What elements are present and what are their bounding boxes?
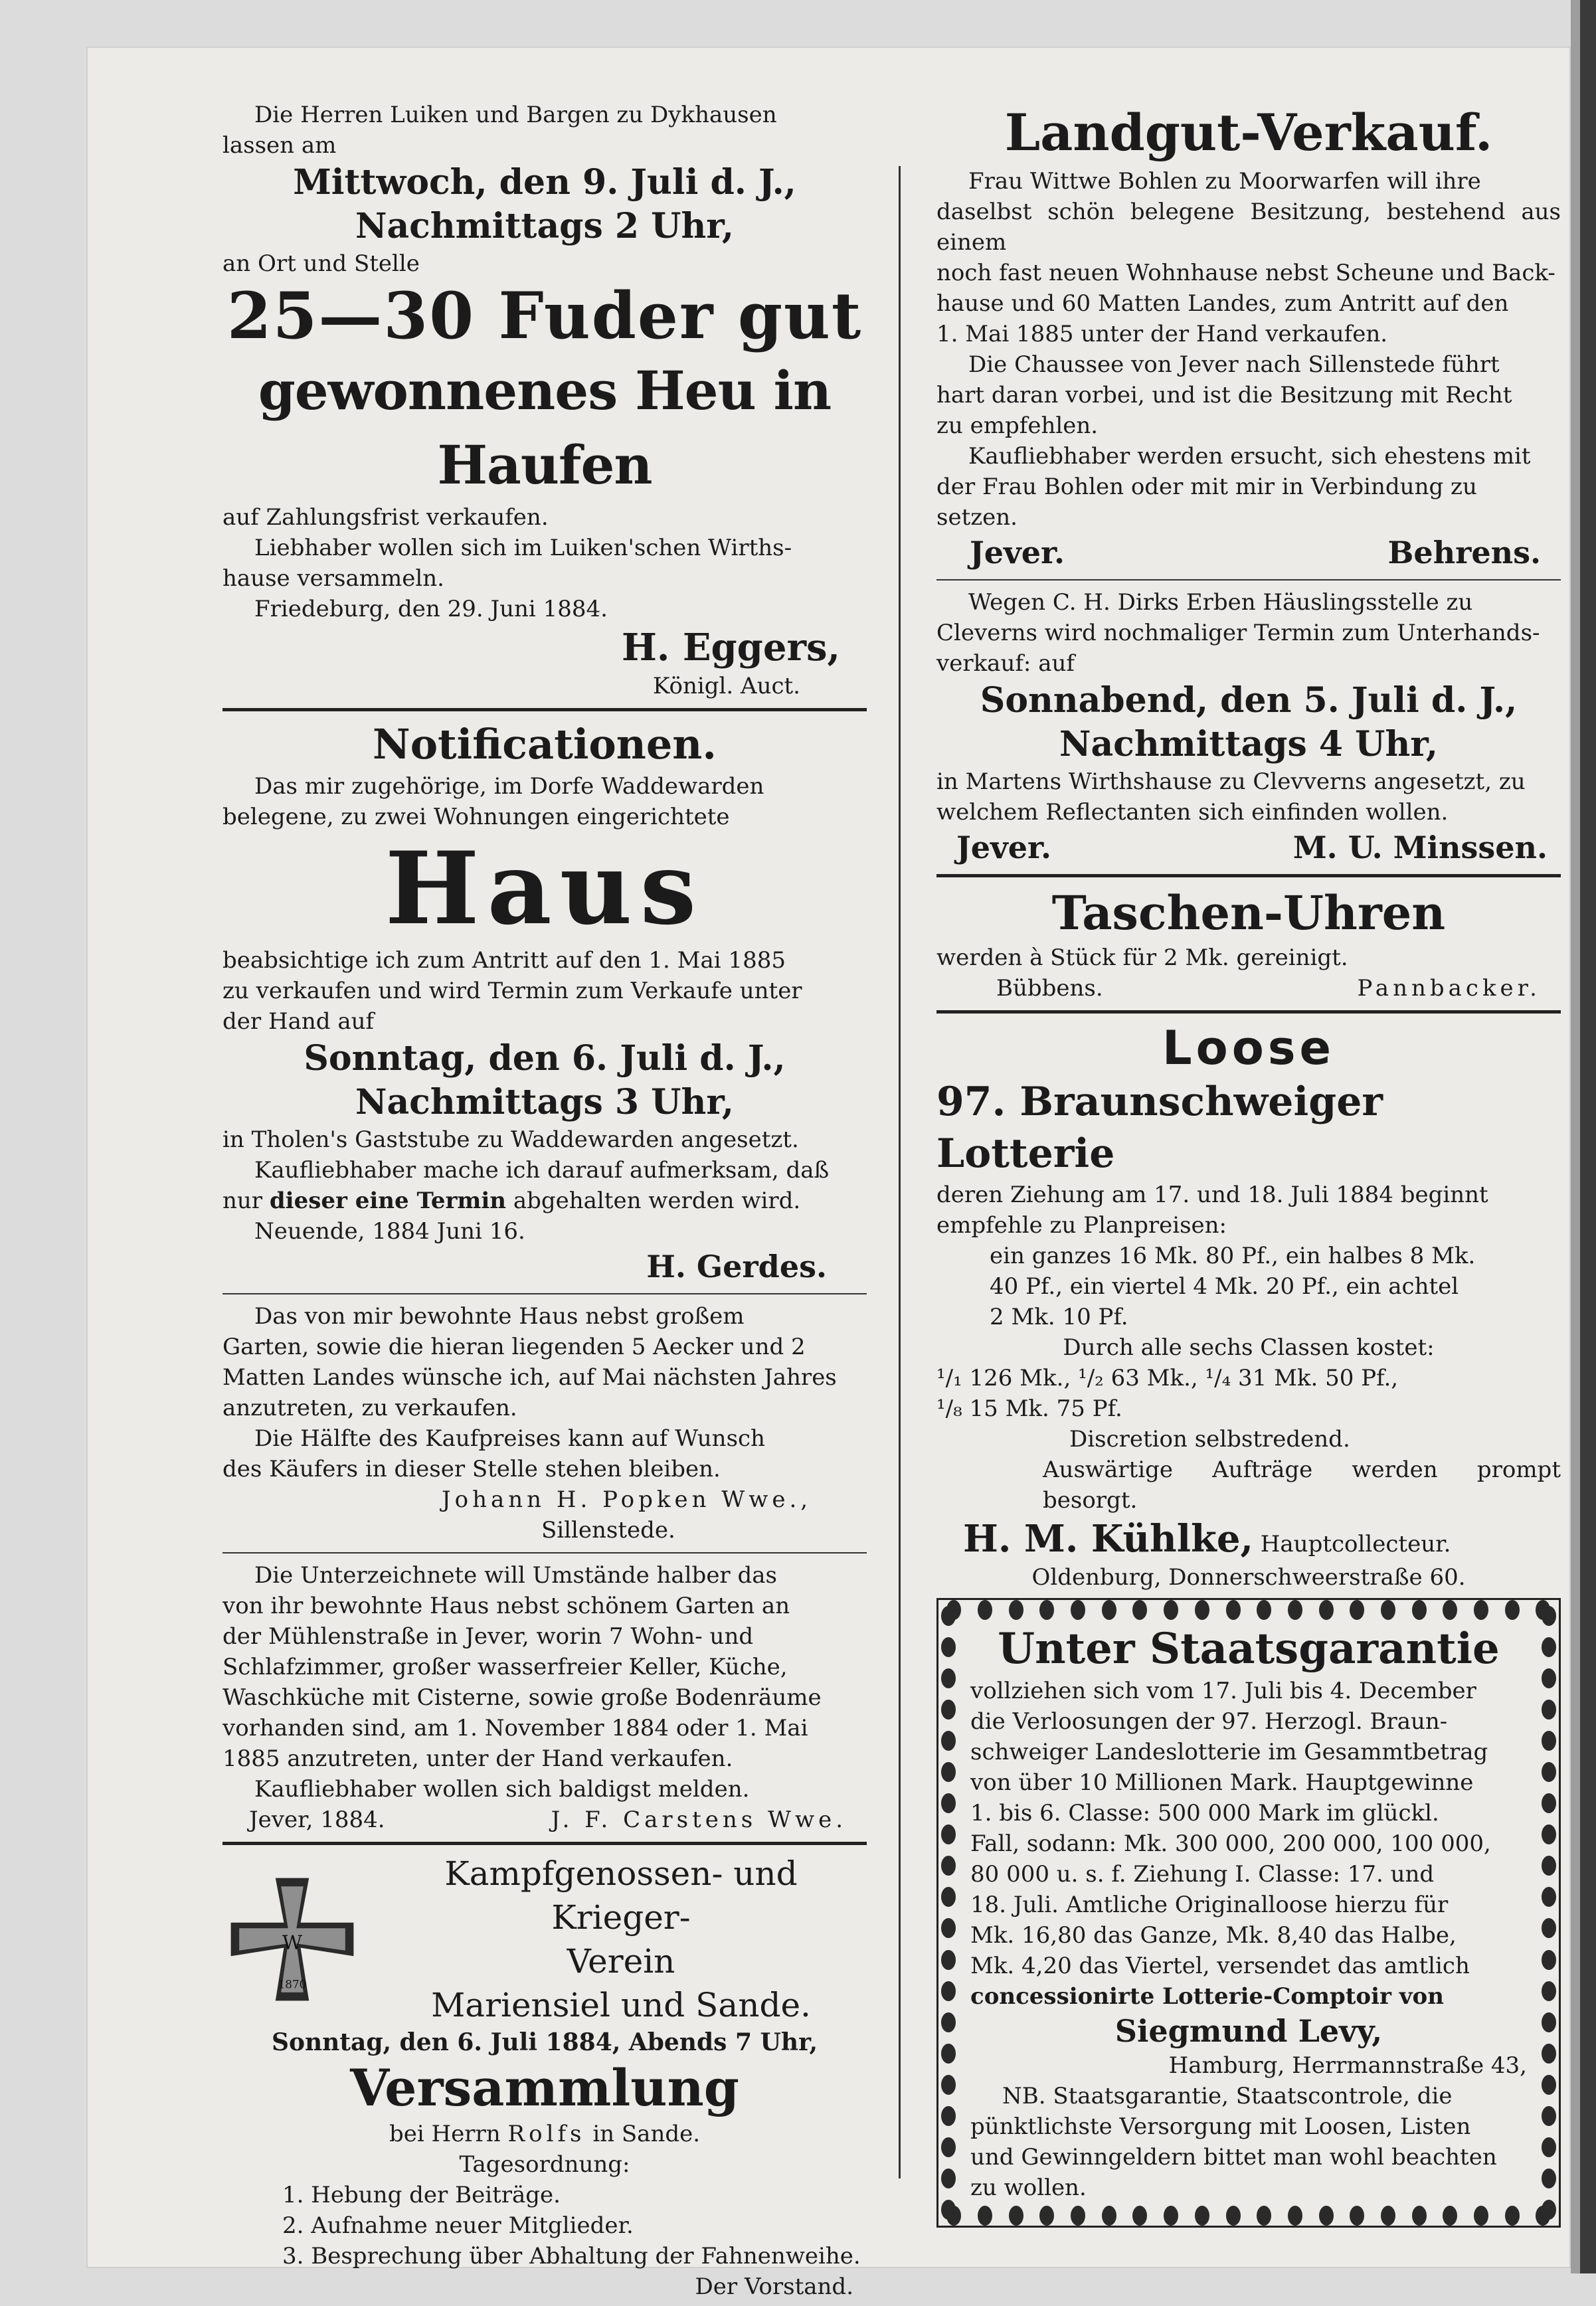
heading-line: Mariensiel und Sande. [431, 1986, 811, 2024]
address: Hamburg, Herrmannstraße 43, [1168, 2052, 1527, 2079]
text-line: werden à Stück für 2 Mk. gereinigt. [936, 944, 1348, 971]
ad-house-sillenstede [222, 1301, 867, 1546]
cross-year: 1870 [278, 1977, 307, 1991]
text-line: zu wollen. [970, 2174, 1087, 2201]
text-line: Die Unterzeichnete will Umstände halber das [254, 1562, 777, 1589]
emphasis-span: dieser eine Termin [269, 1188, 507, 1214]
signature: Siegmund Levy, [1114, 2013, 1383, 2049]
ad-veterans-association [222, 1852, 867, 2302]
text-line: Fall, sodann: Mk. 300 000, 200 000, 100 000, [970, 1830, 1491, 1857]
text-line: Cleverns wird nochmaliger Termin zum Unterhands- [936, 620, 1540, 646]
text-line: daselbst schön belegene Besitzung, bestehend aus einem [936, 199, 1561, 256]
text-line: setzen. [936, 504, 1018, 531]
text-line: hause und 60 Matten Landes, zum Antritt auf den [936, 290, 1509, 317]
signature: M. U. Minssen. [1292, 830, 1548, 865]
text-line [222, 1186, 867, 1216]
signature: Pannbacker. [1357, 975, 1541, 1002]
text-line: empfehle zu Planpreisen: [936, 1212, 1227, 1239]
text-line: Auswärtige Aufträge werden prompt besorgt. [1043, 1457, 1561, 1514]
text-line: Das mir zugehörige, im Dorfe Waddewarden [254, 773, 764, 800]
border-dots [938, 1600, 958, 2226]
ad-lottery-tickets [936, 1020, 1561, 1593]
heading-line: Kampfgenossen- und Krieger- [444, 1854, 798, 1937]
sub-heading: 97. Braunschweiger Lotterie [936, 1079, 1383, 1177]
section-rule [222, 1293, 867, 1294]
ad-house-waddewarden [222, 718, 867, 1286]
headline: 25—30 Fuder gut [226, 278, 863, 353]
signature-row [936, 828, 1561, 867]
place: Jever, 1884. [249, 1807, 385, 1833]
ad-hay-sale [222, 100, 867, 701]
signature: J. F. Carstens Wwe. [551, 1807, 847, 1833]
signature-place: Sillenstede. [541, 1517, 675, 1544]
place: Jever. [956, 830, 1052, 865]
ad-house-jever [222, 1560, 867, 1835]
text-line: der Hand auf [222, 1008, 375, 1035]
text-line: die Verloosungen der 97. Herzogl. Braun- [970, 1708, 1448, 1735]
text-line: Discretion selbstredend. [1069, 1426, 1350, 1453]
section-rule [936, 579, 1561, 580]
text-line: Matten Landes wünsche ich, auf Mai nächsten Jahres [222, 1364, 837, 1391]
time-line: Nachmittags 3 Uhr, [355, 1082, 735, 1122]
text-line: Die Chaussee von Jever nach Sillenstede führt [968, 351, 1500, 378]
section-heading: Loose [1162, 1021, 1335, 1075]
border-dots [938, 2206, 1559, 2226]
signature: H. Gerdes. [646, 1249, 827, 1285]
host-name: Rolfs [507, 2121, 586, 2147]
signature-row [222, 1805, 867, 1835]
section-rule [936, 874, 1561, 877]
text-line: 40 Pf., ein viertel 4 Mk. 20 Pf., ein achtel [990, 1273, 1459, 1300]
text-line: concessionirte Lotterie-Comptoir von [970, 1983, 1444, 2010]
text-line: Die Herren Luiken und Bargen zu Dykhausen [254, 102, 777, 128]
text-line: hause versammeln. [222, 565, 444, 592]
text-line [222, 2119, 867, 2149]
text-line: Wegen C. H. Dirks Erben Häuslingsstelle zu [968, 589, 1473, 616]
text-line: von ihr bewohnte Haus nebst schönem Garten an [222, 1593, 790, 1619]
text-line: des Käufers in dieser Stelle stehen bleiben. [222, 1456, 721, 1482]
text-line: welchem Reflectanten sich einfinden wollen. [936, 799, 1449, 826]
text-line: 1. bis 6. Classe: 500 000 Mark im glückl. [970, 1800, 1439, 1826]
signature-title: Königl. Auct. [653, 673, 800, 699]
text-line: zu verkaufen und wird Termin zum Verkaufe unter [222, 978, 802, 1004]
scan-edge [1580, 0, 1596, 2273]
section-rule [222, 1552, 867, 1553]
place: Bübbens. [996, 975, 1103, 1002]
ad-clevverns-sale [936, 587, 1561, 867]
text-span: abgehalten werden wird. [513, 1188, 801, 1214]
text-line: 18. Juli. Amtliche Originalloose hierzu für [970, 1892, 1449, 1918]
text-line: 1. Mai 1885 unter der Hand verkaufen. [936, 321, 1388, 347]
text-line: in Martens Wirthshause zu Clevverns angesetzt, zu [936, 768, 1526, 795]
signature: Der Vorstand. [695, 2273, 853, 2300]
text-line: lassen am [222, 132, 337, 159]
text-line: schweiger Landeslotterie im Gesammtbetrag [970, 1739, 1488, 1765]
text-line: der Mühlenstraße in Jever, worin 7 Wohn- und [222, 1623, 754, 1650]
place: Jever. [970, 535, 1065, 571]
text-line: Mk. 16,80 das Ganze, Mk. 8,40 das Halbe, [970, 1922, 1457, 1949]
section-rule [936, 1010, 1561, 1014]
date-line: Sonntag, den 6. Juli 1884, Abends 7 Uhr, [272, 2028, 818, 2056]
text-line: deren Ziehung am 17. und 18. Juli 1884 beginnt [936, 1182, 1488, 1208]
headline: Versammlung [350, 2058, 739, 2117]
text-line: Friedeburg, den 29. Juni 1884. [254, 596, 608, 622]
section-heading: Notificationen. [373, 720, 717, 768]
ad-estate-sale [936, 100, 1561, 573]
text-line: Durch alle sechs Classen kostet: [1063, 1334, 1435, 1361]
signature: Johann H. Popken Wwe., [442, 1486, 812, 1513]
section-heading: Unter Staatsgarantie [998, 1624, 1500, 1674]
text-line: ¹/₈ 15 Mk. 75 Pf. [936, 1395, 1122, 1422]
text-line: noch fast neuen Wohnhause nebst Scheune und Back- [936, 260, 1555, 286]
text-line: Kaufliebhaber wollen sich baldigst melden. [254, 1776, 750, 1803]
veterans-title [375, 1852, 867, 2027]
text-span: in Sande. [592, 2121, 701, 2147]
signature: Behrens. [1387, 535, 1541, 571]
time-line: Nachmittags 4 Uhr, [1059, 724, 1439, 764]
heading-line: Verein [567, 1942, 675, 1981]
border-dots [1539, 1600, 1559, 2226]
text-line: ein ganzes 16 Mk. 80 Pf., ein halbes 8 Mk. [990, 1243, 1476, 1269]
text-line: Liebhaber wollen sich im Luiken'schen Wirths- [254, 535, 792, 561]
text-line: vorhanden sind, am 1. November 1884 oder 1. Mai [222, 1715, 808, 1741]
text-line: beabsichtige ich zum Antritt auf den 1. Mai 1885 [222, 947, 786, 974]
text-line: und Gewinngeldern bittet man wohl beachten [970, 2144, 1497, 2171]
text-line: 80 000 u. s. f. Ziehung I. Classe: 17. und [970, 1861, 1435, 1888]
veterans-header [222, 1852, 867, 2027]
text-line: Waschküche mit Cisterne, sowie große Bodenräume [222, 1684, 822, 1711]
signature-title: Hauptcollecteur. [1260, 1531, 1451, 1557]
text-line: NB. Staatsgarantie, Staatscontrole, die [1002, 2083, 1453, 2109]
text-line: der Frau Bohlen oder mit mir in Verbindung zu [936, 474, 1477, 500]
section-rule [222, 708, 867, 711]
iron-cross-icon [222, 1870, 362, 2009]
signature-line [936, 1516, 1561, 1562]
text-line: auf Zahlungsfrist verkaufen. [222, 504, 549, 531]
text-line: Kaufliebhaber mache ich darauf aufmerksam, daß [254, 1157, 830, 1184]
signature: H. M. Kühlke, [963, 1517, 1253, 1561]
text-line: 1885 anzutreten, unter der Hand verkaufen. [222, 1745, 733, 1772]
text-line: in Tholen's Gaststube zu Waddewarden angesetzt. [222, 1126, 799, 1153]
text-line: belegene, zu zwei Wohnungen eingerichtete [222, 804, 730, 830]
date-line: Sonnabend, den 5. Juli d. J., [980, 680, 1518, 721]
agenda-item: 1. Hebung der Beiträge. [282, 2182, 561, 2208]
text-line: Die Hälfte des Kaufpreises kann auf Wunsch [254, 1425, 765, 1452]
text-line: Kaufliebhaber werden ersucht, sich ehestens mit [968, 443, 1531, 470]
section-heading: Landgut-Verkauf. [1004, 103, 1493, 162]
text-line: Schlafzimmer, großer wasserfreier Keller, Küche, [222, 1654, 788, 1680]
headline: Haus [385, 830, 705, 947]
agenda-item: 2. Aufnahme neuer Mitglieder. [282, 2212, 634, 2239]
ad-watch-cleaning [936, 884, 1561, 1004]
text-line: ¹/₁ 126 Mk., ¹/₂ 63 Mk., ¹/₄ 31 Mk. 50 Pf., [936, 1365, 1399, 1391]
text-line: von über 10 Millionen Mark. Hauptgewinne [970, 1769, 1474, 1796]
text-line: Frau Wittwe Bohlen zu Moorwarfen will ihre [968, 168, 1481, 195]
signature-row [936, 533, 1561, 573]
section-rule [222, 1842, 867, 1845]
text-line: anzutreten, zu verkaufen. [222, 1395, 517, 1421]
section-heading: Taschen-Uhren [1051, 885, 1446, 940]
text-line: Neuende, 1884 Juni 16. [254, 1218, 525, 1245]
right-column [936, 100, 1561, 2228]
text-span: bei Herrn [389, 2121, 501, 2147]
text-line: Garten, sowie die hieran liegenden 5 Aecker und 2 [222, 1334, 806, 1360]
address: Oldenburg, Donnerschweerstraße 60. [1031, 1564, 1466, 1591]
text-line: vollziehen sich vom 17. Juli bis 4. December [970, 1678, 1476, 1704]
cross-letter: W [282, 1931, 303, 1954]
text-line: Das von mir bewohnte Haus nebst großem [254, 1303, 745, 1330]
border-dots [938, 1600, 1559, 1620]
time-line: Nachmittags 2 Uhr, [355, 206, 735, 246]
text-line: verkauf: auf [936, 650, 1075, 677]
text-line: hart daran vorbei, und ist die Besitzung mit Recht [936, 382, 1512, 408]
text-line: zu empfehlen. [936, 412, 1099, 439]
text-line: pünktlichste Versorgung mit Loosen, Listen [970, 2113, 1471, 2140]
text-line: Mk. 4,20 das Viertel, versendet das amtlich [970, 1953, 1470, 1979]
column-divider [899, 166, 901, 2178]
signature-row [936, 973, 1561, 1004]
date-line: Mittwoch, den 9. Juli d. J., [293, 162, 796, 203]
ad-state-guarantee-frame [936, 1598, 1561, 2228]
text-line: 2 Mk. 10 Pf. [990, 1304, 1128, 1330]
agenda-title: Tagesordnung: [459, 2151, 630, 2178]
page-edge-shadow [1571, 0, 1580, 2273]
agenda-item: 3. Besprechung über Abhaltung der Fahnenweihe. [282, 2243, 861, 2269]
date-line: Sonntag, den 6. Juli d. J., [304, 1038, 786, 1079]
headline: gewonnenes Heu in Haufen [258, 359, 832, 496]
text-span: nur [222, 1188, 263, 1214]
ad-state-guarantee [964, 1619, 1534, 2207]
text-line: an Ort und Stelle [222, 250, 420, 277]
left-column [222, 100, 867, 2306]
signature: H. Eggers, [621, 626, 840, 669]
